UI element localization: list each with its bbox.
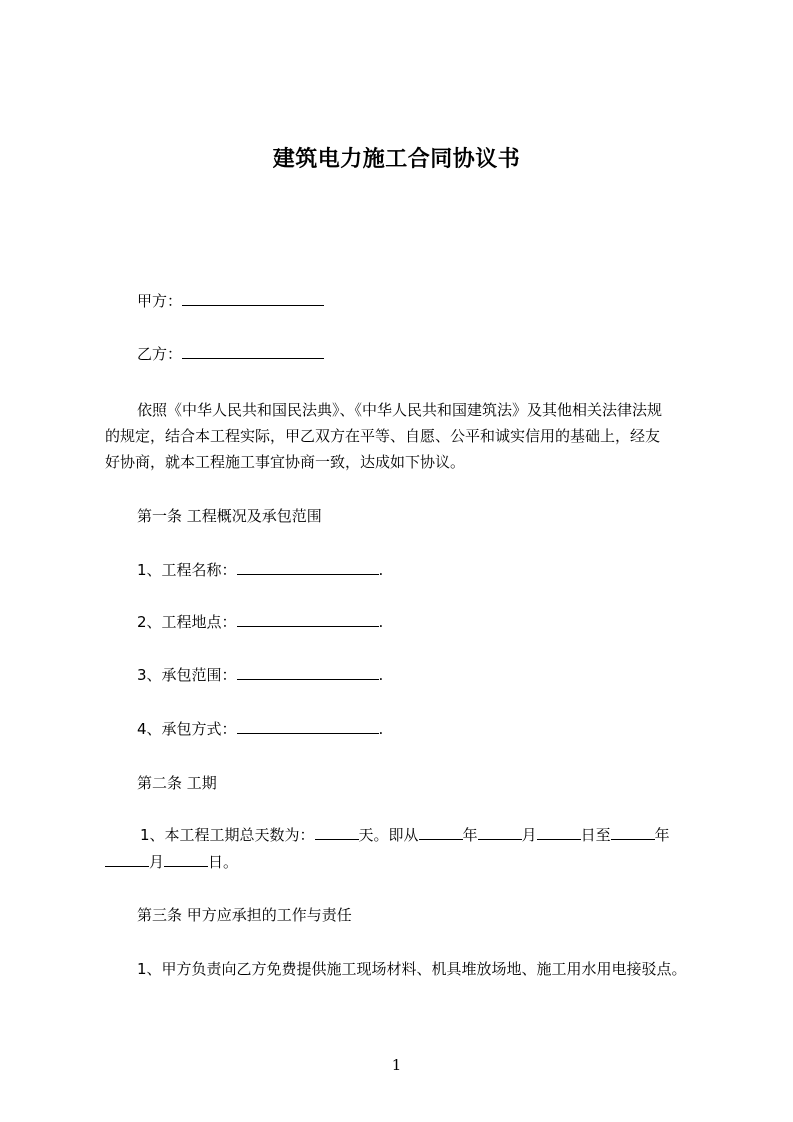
page-number: 1	[391, 1056, 402, 1074]
page-title: 建筑电力施工合同协议书	[272, 147, 521, 172]
item-suffix: .	[378, 613, 384, 631]
item-label: 3、承包范围：	[137, 666, 237, 684]
article-2-heading: 第二条 工期	[137, 774, 217, 792]
article-1-item-1	[137, 560, 383, 580]
party-b-label: 乙方：	[137, 345, 183, 363]
end-day-blank[interactable]	[164, 852, 208, 867]
item-suffix: .	[378, 561, 384, 579]
project-name-blank[interactable]	[237, 560, 379, 575]
year-unit: 年	[462, 826, 478, 844]
item-label: 4、承包方式：	[137, 720, 237, 738]
contract-method-blank[interactable]	[237, 719, 379, 734]
party-b-blank[interactable]	[182, 344, 324, 359]
item-label: 2、工程地点：	[137, 613, 237, 631]
project-location-blank[interactable]	[237, 612, 379, 627]
article-3-item-1: 1、甲方负责向乙方免费提供施工现场材料、机具堆放场地、施工用水用电接驳点。	[137, 960, 687, 978]
article-3-heading: 第三条 甲方应承担的工作与责任	[137, 906, 352, 924]
day-to-label: 日至	[580, 826, 611, 844]
month-unit: 月	[521, 826, 537, 844]
article-1-heading: 第一条 工程概况及承包范围	[137, 507, 322, 525]
article-2-line-1	[140, 825, 670, 845]
start-month-blank[interactable]	[478, 825, 522, 840]
item-suffix: .	[378, 666, 384, 684]
article-1-item-4	[137, 719, 383, 739]
article-1-item-3	[137, 665, 383, 685]
article-2-line-2	[105, 852, 238, 872]
day-end-label: 日。	[208, 853, 239, 871]
party-a-blank[interactable]	[182, 291, 324, 306]
intro-line-1: 依照《中华人民共和国民法典》、《中华人民共和国建筑法》及其他相关法律法规	[137, 401, 663, 419]
party-a-line	[137, 291, 324, 311]
intro-line-2: 的规定，结合本工程实际，甲乙双方在平等、自愿、公平和诚实信用的基础上，经友	[105, 427, 661, 445]
item-label: 1、工程名称：	[137, 561, 237, 579]
days-blank[interactable]	[315, 825, 359, 840]
article-1-item-2	[137, 612, 383, 632]
contract-scope-blank[interactable]	[237, 665, 379, 680]
party-b-line	[137, 344, 324, 364]
days-unit: 天。即从	[358, 826, 419, 844]
start-day-blank[interactable]	[537, 825, 581, 840]
item-suffix: .	[378, 720, 384, 738]
end-month-blank[interactable]	[105, 852, 149, 867]
intro-line-3: 好协商，就本工程施工事宜协商一致，达成如下协议。	[105, 453, 466, 471]
end-year-blank[interactable]	[611, 825, 655, 840]
year-unit: 年	[654, 826, 670, 844]
party-a-label: 甲方：	[137, 292, 183, 310]
month-unit: 月	[149, 853, 165, 871]
start-year-blank[interactable]	[419, 825, 463, 840]
duration-label: 1、本工程工期总天数为：	[140, 826, 315, 844]
